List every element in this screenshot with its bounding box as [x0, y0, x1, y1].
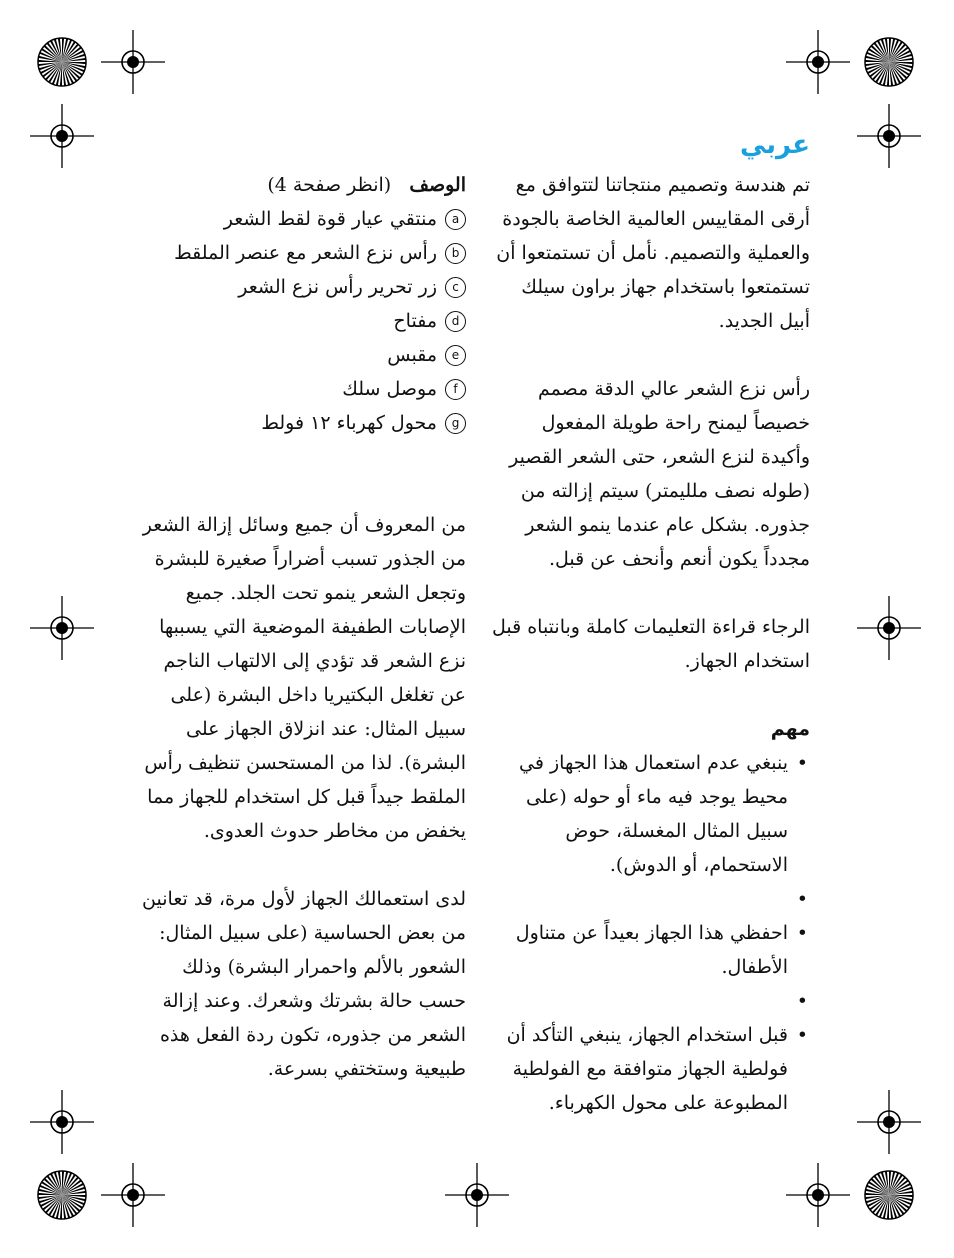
spacer [490, 984, 810, 1018]
registration-star-icon [865, 38, 913, 86]
read-instructions-paragraph: الرجاء قراءة التعليمات كاملة وبانتباه قبل استخدام الجهاز. [491, 616, 810, 672]
part-label: محول كهرباء ١٢ فولط [261, 412, 437, 434]
intro-paragraph: تم هندسة وتصميم منتجاتنا لتتوافق مع أرقى المقاييس العالمية الخاصة بالجودة والعملية والتصميم. نأمل أن تستمتعوا أن تستمتعوا باستخدام جهاز براون سيلك أبيل الجديد. [496, 174, 810, 332]
part-item [140, 202, 466, 236]
registration-cross-icon [786, 1163, 850, 1227]
parts-list [140, 202, 466, 440]
registration-cross-icon [30, 104, 94, 168]
part-label: موصل سلك [342, 378, 437, 400]
registration-star-icon [865, 1171, 913, 1219]
registration-star-icon [38, 38, 86, 86]
part-item [140, 236, 466, 270]
part-letter: e [445, 345, 466, 366]
part-label: منتقي عيار قوة لقط الشعر [223, 208, 437, 230]
registration-cross-icon [30, 1090, 94, 1154]
registration-cross-icon [101, 1163, 165, 1227]
part-letter: c [445, 277, 466, 298]
part-label: زر تحرير رأس نزع الشعر [238, 276, 437, 298]
part-item [140, 372, 466, 406]
part-letter: d [445, 311, 466, 332]
right-column [490, 128, 810, 1120]
epilation-head-paragraph: رأس نزع الشعر عالي الدقة مصمم خصيصاً ليمنح راحة طويلة المفعول وأكيدة لنزع الشعر، حتى الشعر القصير (طوله نصف ملليمتر) سيتم إزالته من جذوره. بشكل عام عندما ينمو الشعر مجدداً يكون أنعم وأنحف عن قبل. [509, 378, 810, 570]
part-item [140, 304, 466, 338]
list-item: • قبل استخدام الجهاز، ينبغي التأكد أن فولطية الجهاز متوافقة مع الفولطية المطبوعة على محول الكهرباء. [490, 1018, 810, 1120]
part-letter: g [445, 413, 466, 434]
registration-cross-icon [101, 30, 165, 94]
list-item: • ينبغي عدم استعمال هذا الجهاز في محيط يوجد فيه ماء أو حوله (على سبيل المثال المغسلة، حوض الاستحمام، أو الدوش). [490, 746, 810, 882]
part-letter: a [445, 209, 466, 230]
part-label: مقبس [387, 344, 437, 366]
left-column [140, 168, 466, 1086]
part-item [140, 270, 466, 304]
registration-cross-icon [445, 1163, 509, 1227]
registration-cross-icon [857, 1090, 921, 1154]
part-item [140, 338, 466, 372]
description-header [140, 168, 466, 202]
registration-cross-icon [857, 104, 921, 168]
registration-cross-icon [857, 596, 921, 660]
language-heading: عربي [739, 130, 810, 160]
part-label: رأس نزع الشعر مع عنصر الملقط [174, 242, 437, 264]
first-use-paragraph: لدى استعمالك الجهاز لأول مرة، قد تعانين من بعض الحساسية (على سبيل المثال: الشعور بالألم واحمرار البشرة) وذلك حسب حالة بشرتك وشعرك. وعند إزالة الشعر من جذوره، تكون ردة الفعل هذه طبيعية وستختفي بسرعة. [142, 888, 466, 1080]
hair-removal-paragraph: من المعروف أن جميع وسائل إزالة الشعر من الجذور تسبب أضراراً صغيرة للبشرة وتجعل الشعر ينمو تحت الجلد. جميع الإصابات الطفيفة الموضعية التي يسببها نزع الشعر قد تؤدي إلى الالتهاب الناجم عن تغلغل البكتيريا داخل البشرة (على سبيل المثال: عند انزلاق الجهاز على البشرة). لذا من المستحسن تنظيف رأس الملقط جيداً قبل كل استخدام للجهاز مما يخفض من مخاطر حدوث العدوى. [142, 514, 466, 842]
important-heading: مهم [770, 718, 810, 740]
part-letter: f [445, 379, 466, 400]
list-item: • احفظي هذا الجهاز بعيداً عن متناول الأطفال. [490, 916, 810, 984]
important-list [490, 746, 810, 1120]
registration-star-icon [38, 1171, 86, 1219]
registration-cross-icon [786, 30, 850, 94]
description-heading: الوصف [409, 174, 466, 196]
description-reference: (انظر صفحة 4) [267, 174, 392, 196]
registration-cross-icon [30, 596, 94, 660]
spacer [490, 882, 810, 916]
part-letter: b [445, 243, 466, 264]
part-item [140, 406, 466, 440]
part-label: مفتاح [393, 310, 437, 332]
